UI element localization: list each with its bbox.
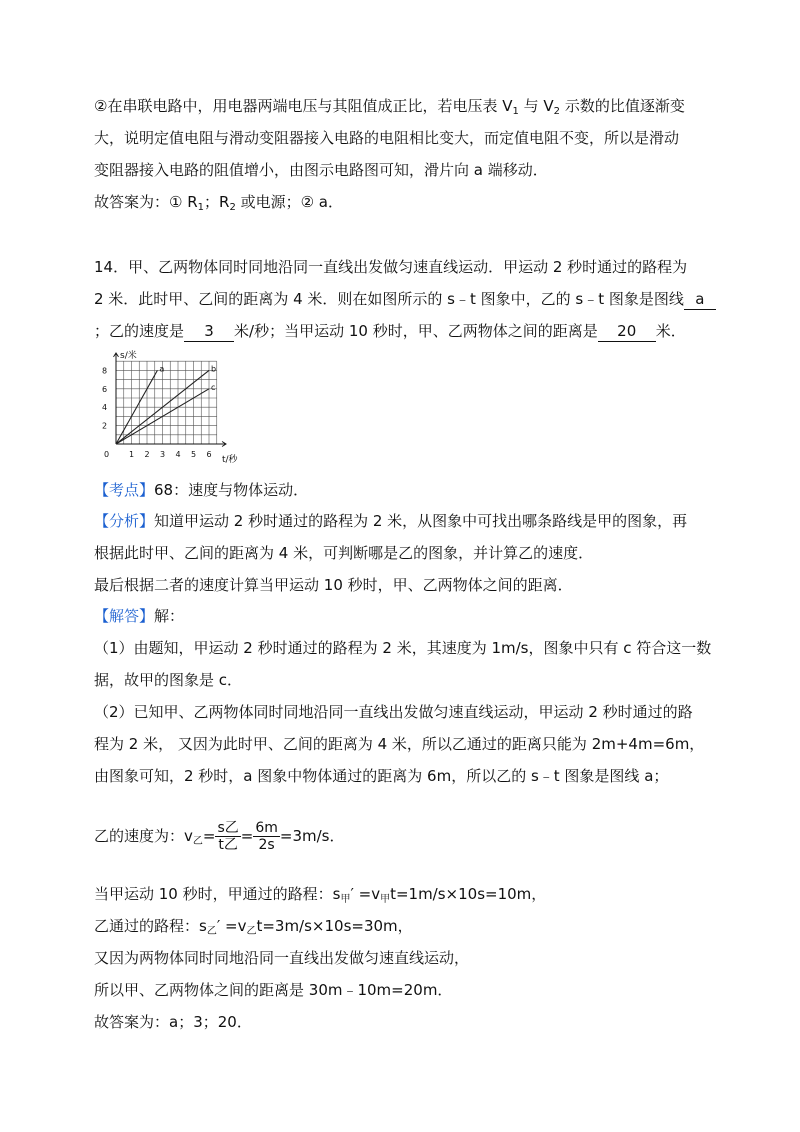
denominator: t乙: [218, 837, 238, 853]
fenxi-line-3: 最后根据二者的速度计算当甲运动 10 秒时，甲、乙两物体之间的距离．: [94, 576, 573, 594]
fraction-symbolic: [215, 820, 240, 853]
subscript: 2: [229, 202, 236, 213]
x-tick-label: 3: [160, 450, 166, 459]
denominator: 2s: [258, 837, 275, 853]
subscript: 1: [197, 202, 205, 213]
fenxi-line-2: 根据此时甲、乙间的距离为 4 米，可判断哪是乙的图象，并计算乙的速度．: [94, 544, 594, 562]
answer-blank-2: 3: [184, 321, 234, 342]
text: ′ =v: [216, 917, 247, 935]
answer-blank-1: a: [684, 289, 716, 310]
s-t-graph: [94, 348, 244, 466]
numerator: 6m: [255, 820, 278, 836]
step1-line-1: （1）由题知，甲运动 2 秒时通过的路程为 2 米，其速度为 1m/s，图象中只有 c 符合这一数: [94, 639, 712, 657]
text: 米/秒；当甲运动 10 秒时，甲、乙两物体之间的距离是: [234, 322, 598, 340]
text: 乙通过的路程：s: [94, 917, 207, 935]
x-tick-label: 1: [129, 450, 135, 459]
x-tick-label: 2: [144, 450, 150, 459]
subscript: 乙: [206, 926, 217, 937]
subscript: 甲: [380, 894, 391, 905]
text: =: [240, 827, 254, 845]
answer-blank-3: 20: [598, 321, 656, 342]
step2-line-1: （2）已知甲、乙两物体同时同地沿同一直线出发做匀速直线运动，甲运动 2 秒时通过的路: [94, 703, 693, 721]
question-line-3: [94, 321, 686, 342]
series-label-c: c: [211, 382, 216, 392]
calc-line-3: 又因为两物体同时同地沿同一直线出发做匀速直线运动，: [94, 949, 470, 967]
text: 或电源；② a．: [235, 193, 344, 211]
jieda-tag: 【解答】: [94, 607, 155, 625]
prev-answer-line-1: [94, 96, 685, 122]
text: ′ =v: [350, 885, 381, 903]
text: 当甲运动 10 秒时，甲通过的路程：s: [94, 885, 341, 903]
y-tick-label: 8: [102, 366, 108, 376]
prev-answer-line-2: 大，说明定值电阻与滑动变阻器接入电路的电阻相比变大，而定值电阻不变，所以是滑动: [94, 129, 680, 147]
chart-ticks: [102, 366, 212, 459]
subscript: 2: [553, 106, 561, 117]
question-line-2: [94, 289, 716, 310]
text: 解：: [154, 607, 185, 625]
final-answer-line: 故答案为：a；3；20．: [94, 1013, 252, 1031]
y-axis-label: s/米: [120, 351, 137, 361]
series-label-b: b: [211, 364, 217, 374]
fraction-numeric: [253, 820, 280, 853]
x-tick-label: 6: [206, 450, 212, 459]
y-tick-label: 6: [102, 384, 108, 394]
calc-line-2: [94, 916, 413, 942]
calc-line-4: 所以甲、乙两物体之间的距离是 30m﹣10m=20m．: [94, 981, 453, 999]
text: 2 米．此时甲、乙间的距离为 4 米．则在如图所示的 s﹣t 图象中，乙的 s﹣t 图象是图线: [94, 290, 684, 308]
kaodian-line: [94, 480, 308, 500]
step2-line-2: 程为 2 米， 又因为此时甲、乙间的距离为 4 米，所以乙通过的距离只能为 2m+4m=6m，: [94, 735, 705, 753]
text: ②在串联电路中，用电器两端电压与其阻值成正比，若电压表 V: [94, 97, 513, 115]
x-tick-label: 0: [104, 450, 110, 459]
calc-line-1: [94, 884, 546, 910]
subscript: 1: [512, 106, 519, 117]
velocity-formula: [94, 816, 344, 856]
fenxi-tag: 【分析】: [94, 512, 155, 530]
subscript: 乙: [246, 926, 257, 937]
text: 68：速度与物体运动．: [154, 481, 309, 499]
subscript: 乙: [192, 836, 203, 847]
numerator: s乙: [217, 820, 239, 836]
prev-answer-line-3: 变阻器接入电路的阻值增小，由图示电路图可知，滑片向 a 端移动．: [94, 161, 548, 179]
step2-line-3: 由图象可知，2 秒时，a 图象中物体通过的距离为 6m，所以乙的 s﹣t 图象是图线 a；: [94, 767, 669, 785]
x-tick-label: 4: [175, 450, 181, 459]
text: =3m/s．: [279, 827, 345, 845]
question-line-1: 14．甲、乙两物体同时同地沿同一直线出发做匀速直线运动．甲运动 2 秒时通过的路程为: [94, 258, 688, 276]
text: 故答案为：① R: [94, 193, 198, 211]
subscript: 甲: [340, 894, 351, 905]
prev-answer-line-4: [94, 192, 343, 218]
fenxi-line-1: [94, 511, 687, 531]
jieda-line: [94, 606, 184, 626]
text: ；R: [204, 193, 230, 211]
text: 乙的速度为：v: [94, 827, 193, 845]
y-tick-label: 4: [102, 403, 108, 413]
text: t=1m/s×10s=10m，: [390, 885, 547, 903]
series-label-a: a: [159, 364, 165, 374]
text: t=3m/s×10s=30m，: [256, 917, 413, 935]
text: 米．: [655, 322, 686, 340]
text: =: [202, 827, 216, 845]
text: 知道甲运动 2 秒时通过的路程为 2 米，从图象中可找出哪条路线是甲的图象，再: [154, 512, 688, 530]
y-tick-label: 2: [102, 421, 108, 431]
text: 与 V: [518, 97, 554, 115]
text: ；乙的速度是: [94, 322, 185, 340]
text: 示数的比值逐渐变: [560, 97, 685, 115]
step1-line-2: 据，故甲的图象是 c．: [94, 671, 243, 689]
x-axis-label: t/秒: [222, 455, 238, 465]
kaodian-tag: 【考点】: [94, 481, 155, 499]
x-tick-label: 5: [191, 450, 197, 459]
